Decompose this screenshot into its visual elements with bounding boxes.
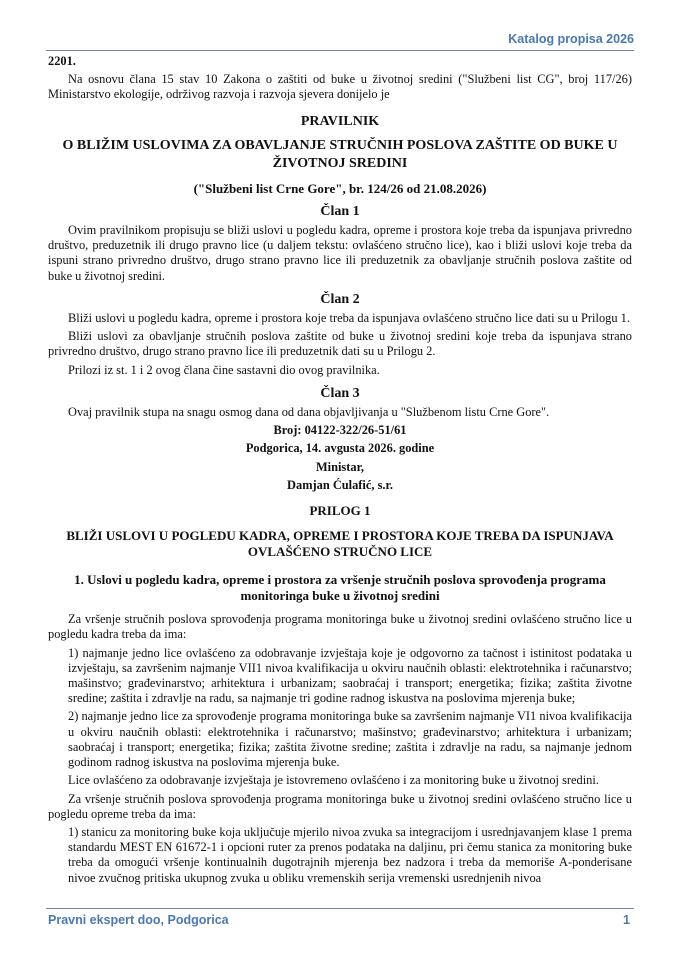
- document-body: [48, 54, 632, 889]
- regulation-number: 2201.: [48, 54, 76, 68]
- page-footer: [46, 908, 634, 931]
- article-2-paragraph: Bliži uslovi u pogledu kadra, opreme i prostora koje treba da ispunjava ovlašćeno stručno lice dati su u Prilogu 1.: [68, 311, 630, 326]
- catalog-title: Katalog propisa 2026: [508, 32, 634, 46]
- gazette-reference: ("Službeni list Crne Gore", br. 124/26 od 21.08.2026): [193, 180, 487, 196]
- annex-title: BLIŽI USLOVI U POGLEDU KADRA, OPREME I PROSTORA KOJE TREBA DA ISPUNJAVA OVLAŠĆENO STRUČNO LICE: [66, 528, 614, 560]
- publisher-name: Pravni ekspert doo, Podgorica: [48, 913, 229, 927]
- place-date: Podgorica, 14. avgusta 2026. godine: [245, 441, 435, 456]
- list-item: 1) najmanje jedno lice ovlašćeno za odobravanje izvještaja koje je odgovorno za tačnost i istinitost podataka u izvještaju, sa završenim najmanje VII1 nivoa kvalifikacija u okviru naučnih oblasti: elektrotehnika i računarstvo; mašinstvo; građevinarstvo; arhitektura i urbanizam; saobraćaj i transport; energetika; fizika; zaštita životne sredine; zaštita i zdravlje na radu, sa najmanje tri godine radnog iskustva na poslovima mjerenja buke;: [68, 645, 632, 706]
- document-title: PRAVILNIK: [300, 113, 380, 129]
- signatory-name: Damjan Ćulafić, s.r.: [287, 477, 393, 492]
- preamble: Na osnovu člana 15 stav 10 Zakona o zaštiti od buke u životnoj sredini ("Službeni list CG", broj 117/26) Ministarstvo ekologije, održivog razvoja i razvoja sjevera donijelo je: [48, 72, 632, 102]
- page-header: [46, 30, 634, 51]
- article-2-paragraph: Bliži uslovi za obavljanje stručnih poslova zaštite od buke u životnoj sredini koje treba da ispunjava strano privredno društvo, drugo strano pravno lice ili preduzetnik dati su u Prilogu 2.: [48, 329, 632, 359]
- document-subtitle: O BLIŽIM USLOVIMA ZA OBAVLJANJE STRUČNIH POSLOVA ZAŠTITE OD BUKE U ŽIVOTNOJ SREDINI: [62, 137, 618, 171]
- section-1-intro: Za vršenje stručnih poslova sprovođenja programa monitoringa buke u životnoj sredini ovlašćeno stručno lice u pogledu kadra treba da ima:: [48, 612, 632, 642]
- article-2-heading: Član 2: [320, 291, 360, 307]
- signatory-role: Ministar,: [315, 459, 365, 474]
- article-2-paragraph: Prilozi iz st. 1 i 2 ovog člana čine sastavni dio ovog pravilnika.: [68, 362, 380, 377]
- section-1-paragraph: Za vršenje stručnih poslova sprovođenja programa monitoringa buke u životnoj sredini ovlašćeno stručno lice u pogledu opreme treba da ima:: [48, 791, 632, 821]
- list-item: 2) najmanje jedno lice za sprovođenje programa monitoringa buke sa završenim najmanje VI1 nivoa kvalifikacija u okviru naučnih oblasti: elektrotehnika i računarstvo; mašinstvo; građevinarstvo; arhitektura i urbanizam; saobraćaj i transport; energetika; fizika; zaštita životne sredine; zaštita i zdravlje na radu, sa najmanje jednom godinom radnog iskustva na poslovima mjerenja buke.: [68, 709, 632, 770]
- list-item: 1) stanicu za monitoring buke koja uključuje mjerilo nivoa zvuka sa integracijom i usrednjavanjem klase 1 prema standardu MEST EN 61672-1 i opcioni ruter za prenos podataka na daljinu, pri čemu stanica za monitoring buke treba da omogući vršenje kontinualnih dugotrajnih mjerenja bez nadzora i treba da memoriše A-ponderisane nivoe zvučnog pritiska ukupnog zvuka u obliku vremenskih serija vremenski usrednjenih nivoa: [68, 824, 632, 885]
- annex-heading: PRILOG 1: [309, 503, 371, 519]
- article-1-heading: Član 1: [320, 203, 360, 219]
- article-3-heading: Član 3: [320, 385, 360, 401]
- reference-number: Broj: 04122-322/26-51/61: [273, 423, 407, 438]
- page-number: 1: [623, 913, 630, 927]
- article-1-text: Ovim pravilnikom propisuju se bliži uslovi u pogledu kadra, opreme i prostora koje treba da ispunjava privredno društvo, preduzetnik ili drugo pravno lice (u daljem tekstu: ovlašćeno stručno lice), kao i bliži uslovi koje treba da ispuni strano privredno društvo, drugo strano pravno lice ili preduzetnik za obavljanje stručnih poslova zaštite od buke u životnoj sredini.: [48, 223, 632, 283]
- section-1-title: 1. Uslovi u pogledu kadra, opreme i prostora za vršenje stručnih poslova sprovođenja programa monitoringa buke u životnoj sredini: [74, 572, 606, 604]
- article-3-text: Ovaj pravilnik stupa na snagu osmog dana od dana objavljivanja u "Službenom listu Crne Gore".: [68, 405, 550, 420]
- section-1-paragraph: Lice ovlašćeno za odobravanje izvještaja je istovremeno ovlašćeno i za monitoring buke u životnoj sredini.: [68, 773, 599, 788]
